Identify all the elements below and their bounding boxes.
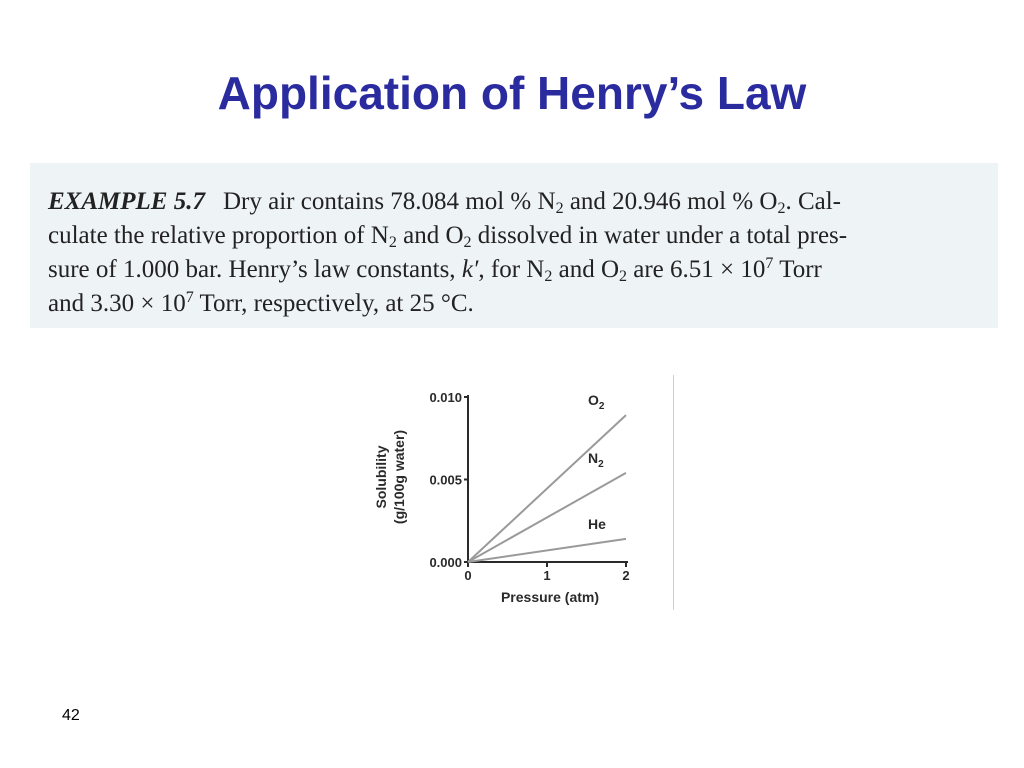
subscript: 2 bbox=[388, 234, 397, 251]
example-text-segment: and 20.946 mol % O bbox=[563, 188, 778, 215]
example-line-4 bbox=[48, 287, 980, 321]
henry-constant-symbol: k′ bbox=[461, 256, 479, 283]
y-axis-label-units: (g/100g water) bbox=[391, 429, 407, 525]
example-text-segment: and O bbox=[396, 222, 464, 249]
subscript: 2 bbox=[777, 200, 786, 217]
series-line-o2 bbox=[468, 415, 626, 562]
y-tick-label: 0.000 bbox=[429, 555, 462, 570]
series-label-o2: $O_2$ bbox=[588, 392, 605, 413]
solubility-chart bbox=[358, 375, 678, 610]
example-text-segment: sure of 1.000 bar. Henry’s law constants, bbox=[48, 256, 462, 283]
y-tick-label: 0.005 bbox=[429, 472, 462, 488]
superscript: 7 bbox=[765, 255, 774, 272]
example-line-2 bbox=[48, 219, 980, 253]
solubility-chart-svg bbox=[358, 375, 678, 610]
superscript: 7 bbox=[185, 289, 194, 306]
example-text-segment: and 3.30 × 10 bbox=[48, 290, 186, 317]
subscript: 2 bbox=[463, 234, 472, 251]
y-axis-label: Solubility bbox=[373, 445, 389, 509]
example-text-segment: culate the relative proportion of N bbox=[48, 222, 389, 249]
chart-divider-line bbox=[673, 375, 674, 610]
example-text-segment: Dry air contains 78.084 mol % N bbox=[222, 188, 556, 215]
x-tick-label: 2 bbox=[622, 568, 630, 583]
series-label-subscript: 2 bbox=[598, 458, 604, 470]
example-text-segment: . Cal- bbox=[785, 188, 841, 215]
example-text-segment: , for N bbox=[478, 256, 545, 283]
series-label-n2: $N_2$ bbox=[588, 449, 604, 470]
x-tick-label: 0 bbox=[464, 568, 472, 583]
page-number: 42 bbox=[62, 707, 80, 724]
example-text-segment: dissolved in water under a total pres- bbox=[471, 222, 848, 249]
series-label-he: He bbox=[588, 515, 606, 532]
series-label-subscript: 2 bbox=[598, 401, 605, 413]
example-problem-text bbox=[48, 185, 980, 321]
example-line-3 bbox=[48, 253, 980, 287]
slide-title: Application of Henry’s Law bbox=[217, 67, 807, 119]
subscript: 2 bbox=[555, 200, 564, 217]
x-axis-label: Pressure (atm) bbox=[500, 589, 600, 605]
x-tick-label: 1 bbox=[543, 568, 551, 583]
example-text-segment: and O bbox=[552, 256, 620, 283]
subscript: 2 bbox=[544, 268, 553, 285]
series-line-he bbox=[468, 539, 626, 562]
subscript: 2 bbox=[619, 268, 628, 285]
example-line-1 bbox=[48, 185, 980, 219]
y-tick-label: 0.010 bbox=[429, 390, 462, 405]
example-problem-box bbox=[30, 163, 998, 328]
example-text-segment: Torr, respectively, at 25 °C. bbox=[193, 290, 474, 317]
example-text-segment: Torr bbox=[773, 256, 822, 283]
example-label: EXAMPLE 5.7 bbox=[48, 188, 205, 215]
example-text-segment: are 6.51 × 10 bbox=[627, 256, 766, 283]
